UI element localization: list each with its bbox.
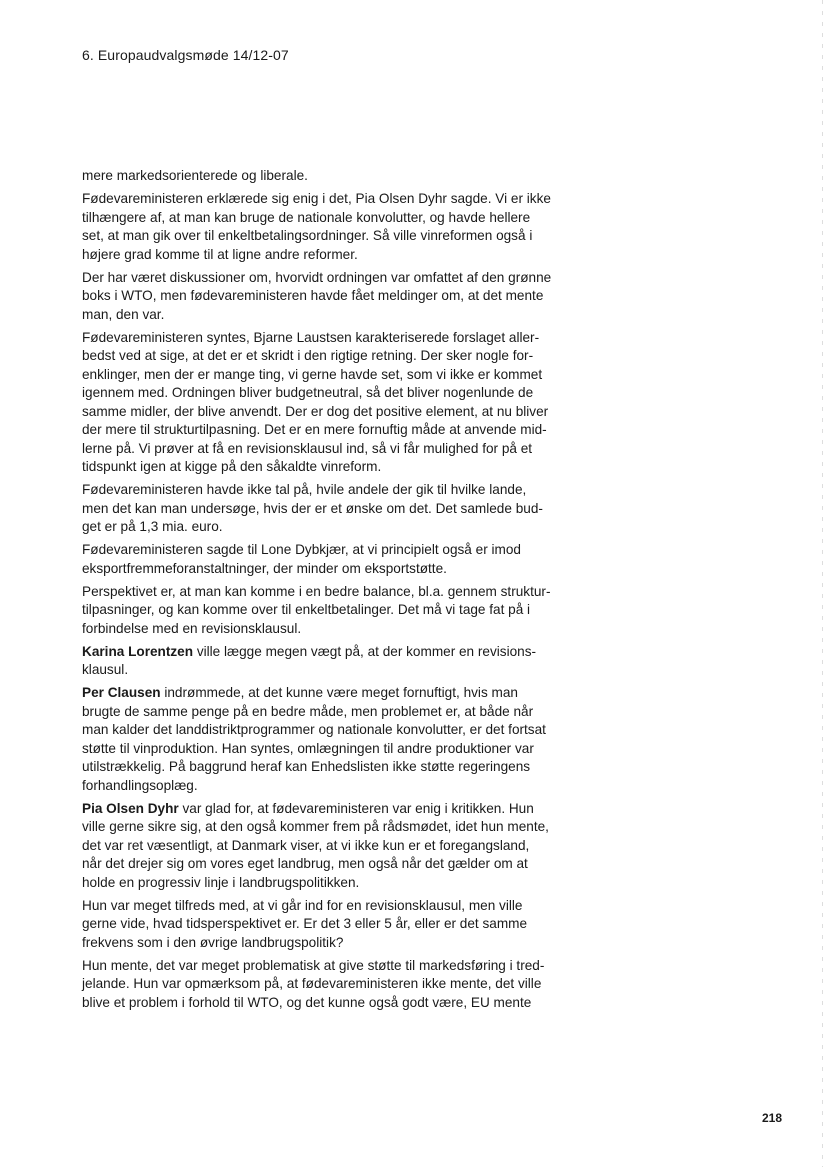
paragraph-text: Hun var meget tilfreds med, at vi går ind for en revisionsklausul, men ville gerne vide, hvad tidsperspektivet er. Er det 3 eller 5 år, eller er det samme frekvens som i den øvrige landbrugspolitik? bbox=[82, 897, 528, 950]
paragraph-text: Hun mente, det var meget problematisk at give støtte til markedsføring i tred- jelande. Hun var opmærksom på, at fødevareministeren ikke mente, det ville blive et problem i forhold til WTO, og det kunne også godt være, EU mente bbox=[82, 957, 545, 1010]
paragraph bbox=[82, 167, 582, 186]
paragraph bbox=[82, 269, 582, 325]
paragraph bbox=[82, 957, 582, 1013]
paragraph bbox=[82, 684, 582, 795]
paragraph-text: indrømmede, at det kunne være meget fornuftigt, hvis man brugte de samme penge på en bedre måde, men problemet er, at både når man kalder det landdistriktprogrammer og nationale konvolutter, er det fortsat støtte til vinproduktion. Han syntes, omlægningen til andre produktioner var utilstrækkelig. På baggrund heraf kan Enhedslisten ikke støtte regeringens forhandlingsoplæg. bbox=[82, 685, 546, 793]
speaker-name: Per Clausen bbox=[82, 685, 161, 700]
paragraph-text: Der har været diskussioner om, hvorvidt ordningen var omfattet af den grønne boks i WTO, men fødevareministeren havde fået meldinger om, at det mente man, den var. bbox=[82, 269, 552, 322]
paragraph-text: Fødevareministeren erklærede sig enig i det, Pia Olsen Dyhr sagde. Vi er ikke tilhængere af, at man kan bruge de nationale konvolutter, og havde hellere set, at man gik over til enkeltbetalingsordninger. Så ville vinreformen også i højere grad komme til at ligne andre reformer. bbox=[82, 191, 551, 262]
scan-edge-divider bbox=[822, 0, 823, 1167]
page-header: 6. Europaudvalgsmøde 14/12-07 bbox=[82, 47, 289, 63]
paragraph bbox=[82, 541, 582, 578]
paragraph bbox=[82, 329, 582, 477]
document-body bbox=[82, 167, 582, 1017]
paragraph bbox=[82, 190, 582, 264]
paragraph bbox=[82, 643, 582, 680]
paragraph-text: mere markedsorienterede og liberale. bbox=[82, 168, 308, 183]
paragraph-text: Perspektivet er, at man kan komme i en bedre balance, bl.a. gennem struktur- tilpasninger, og kan komme over til enkeltbetalinger. Det må vi tage fat på i forbindelse med en revisionsklausul. bbox=[82, 583, 551, 636]
paragraph bbox=[82, 583, 582, 639]
paragraph-text: ville lægge megen vægt på, at der kommer en revisions- klausul. bbox=[82, 643, 537, 677]
paragraph bbox=[82, 481, 582, 537]
paragraph-text: var glad for, at fødevareministeren var enig i kritikken. Hun ville gerne sikre sig, at den også kommer frem på rådsmødet, idet hun mente, det var ret væsentligt, at Danmark viser, at vi ikke kun er et foregangsland, når det drejer sig om vores eget landbrug, men også når det gælder om at holde en progressiv linje i landbrugspolitikken. bbox=[82, 800, 549, 890]
speaker-name: Karina Lorentzen bbox=[82, 643, 194, 659]
speaker-name: Pia Olsen Dyhr bbox=[82, 800, 179, 816]
paragraph-text: Fødevareministeren syntes, Bjarne Laustsen karakteriserede forslaget aller- bedst ved at sige, at det er et skridt i den rigtige retning. Der sker nogle for- enklinger, men der er mange ting, vi gerne havde set, som vi ikke er kommet igennem med. Ordningen bliver budgetneutral, så det bliver nogenlunde de samme midler, der blive anvendt. Der er dog det positive element, at nu bliver der mere til strukturtilpasning. Det er en mere fornuftig måde at anvende mid- lerne på. Vi prøver at få en revisionsklausul ind, så vi får mulighed for på et tidspunkt igen at kigge på den såkaldte vinreform. bbox=[82, 329, 549, 474]
paragraph bbox=[82, 897, 582, 953]
paragraph bbox=[82, 800, 582, 893]
page-number: 218 bbox=[762, 1111, 783, 1125]
paragraph-text: Fødevareministeren sagde til Lone Dybkjær, at vi principielt også er imod eksportfremmeforanstaltninger, der minder om eksportstøtte. bbox=[82, 542, 521, 576]
paragraph-text: Fødevareministeren havde ikke tal på, hvile andele der gik til hvilke lande, men det kan man undersøge, hvis der er et ønske om det. Det samlede bud- get er på 1,3 mia. euro. bbox=[82, 482, 543, 534]
